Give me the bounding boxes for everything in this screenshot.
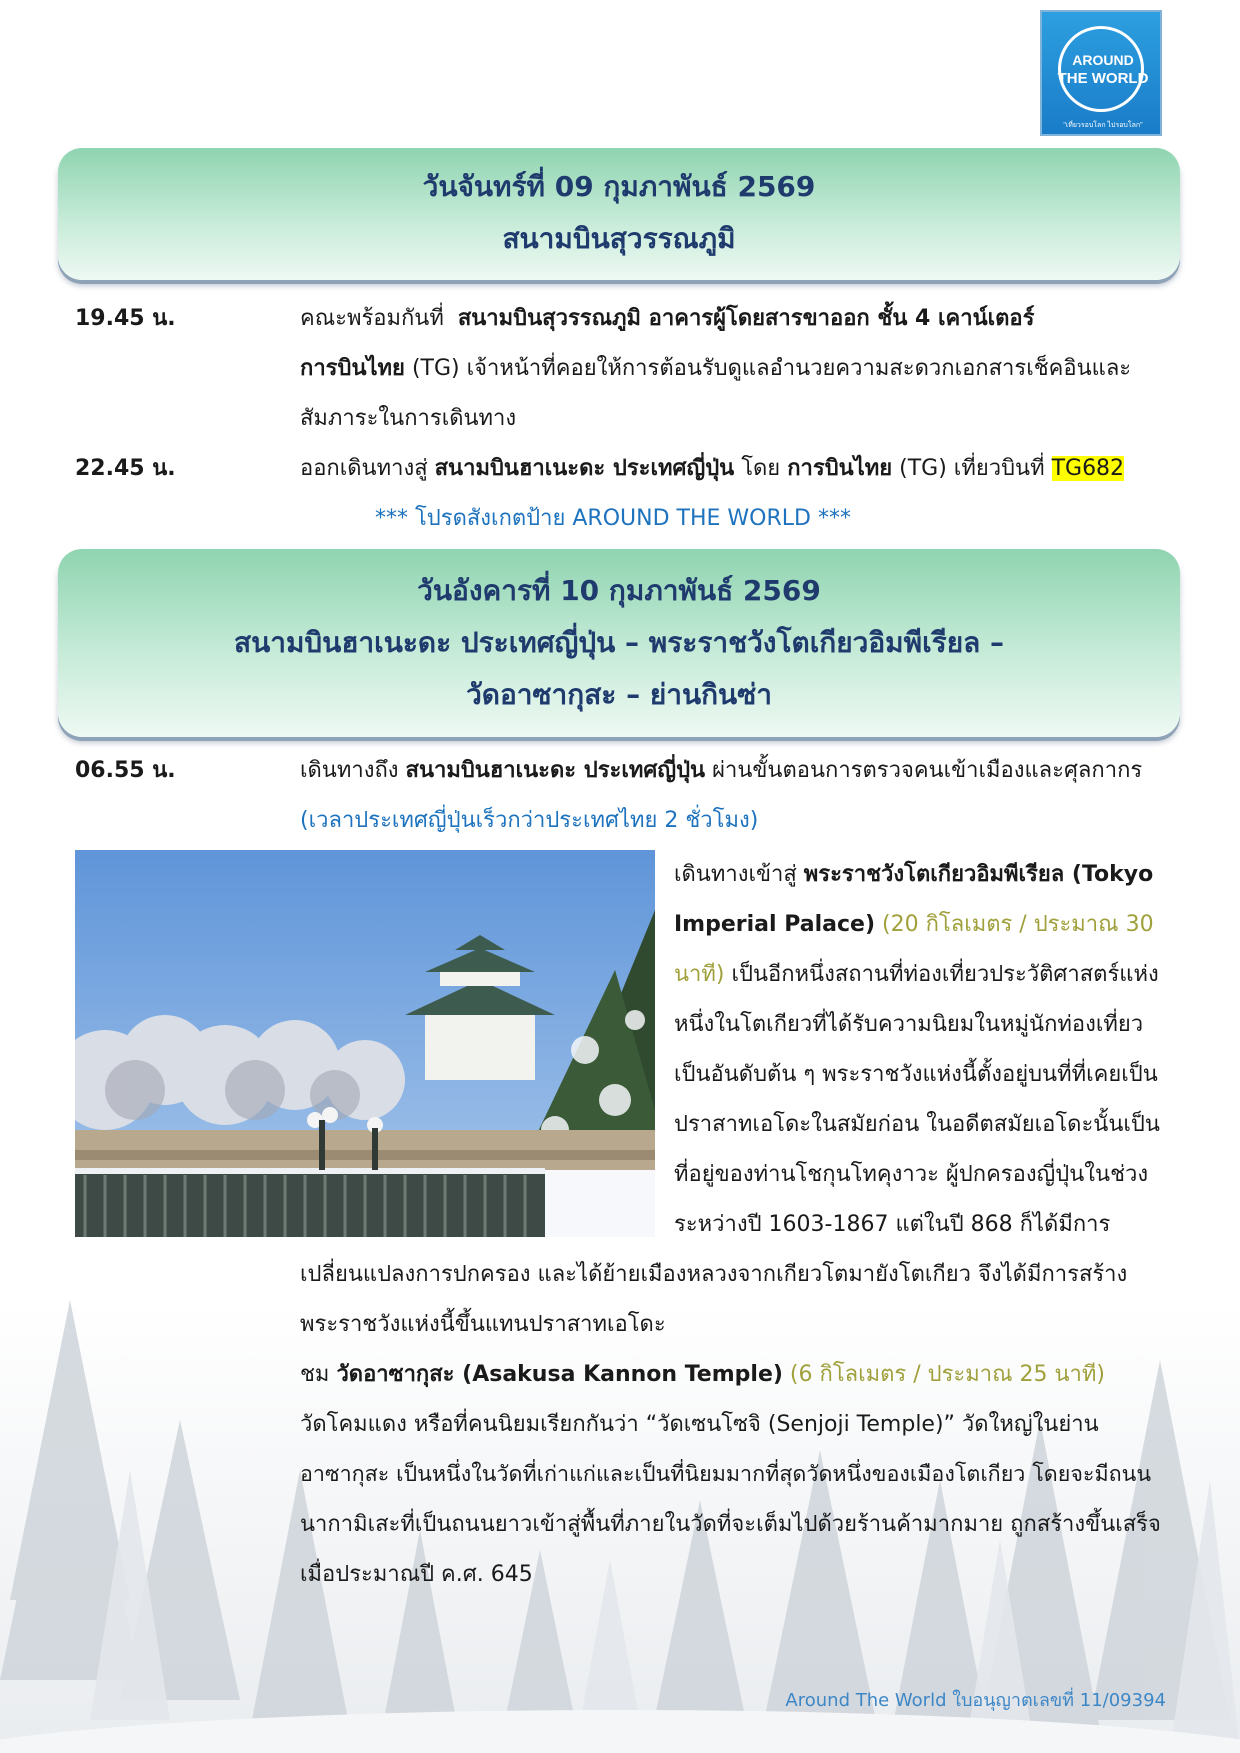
day1-header: [58, 148, 1180, 280]
palace-line2: Imperial Palace) (20 กิโลเมตร / ประมาณ 30: [674, 912, 1154, 937]
time-0655: 06.55 น.: [75, 758, 176, 783]
entry-1945-line2: การบินไทย (TG) เจ้าหน้าที่คอยให้การต้อนรับดูแลอำนวยความสะดวกเอกสารเช็คอินและ: [300, 356, 1132, 381]
time-2245: 22.45 น.: [75, 456, 176, 481]
palace-line4: หนึ่งในโตเกียวที่ได้รับความนิยมในหมู่นักท่องเที่ยว: [674, 1012, 1144, 1037]
entry-1945-line3: สัมภาระในการเดินทาง: [300, 406, 517, 431]
temple-line2: วัดโคมแดง หรือที่คนนิยมเรียกกันว่า “วัดเซนโซจิ (Senjoji Temple)” วัดใหญ่ในย่าน: [300, 1412, 1099, 1437]
timezone-note: (เวลาประเทศญี่ปุ่นเร็วกว่าประเทศไทย 2 ชั่วโมง): [300, 808, 759, 833]
globe-icon: [1058, 26, 1144, 112]
palace-line7: ที่อยู่ของท่านโชกุนโทคุงาวะ ผู้ปกครองญี่ปุ่นในช่วง: [674, 1162, 1149, 1187]
palace-line8: ระหว่างปี 1603-1867 แต่ในปี 868 ก็ได้มีการ: [674, 1212, 1111, 1237]
sign-note: *** โปรดสังเกตป้าย AROUND THE WORLD ***: [375, 506, 851, 531]
entry-0655-line1: เดินทางถึง สนามบินฮาเนะดะ ประเทศญี่ปุ่น ผ่านขั้นตอนการตรวจคนเข้าเมืองและศุลกากร: [300, 758, 1143, 783]
palace-line9: เปลี่ยนแปลงการปกครอง และได้ย้ายเมืองหลวงจากเกียวโตมายังโตเกียว จึงได้มีการสร้าง: [300, 1262, 1128, 1287]
license-footer: Around The World ใบอนุญาตเลขที่ 11/09394: [785, 1690, 1166, 1711]
palace-line5: เป็นอันดับต้น ๆ พระราชวังแห่งนี้ตั้งอยู่บนที่ที่เคยเป็น: [674, 1062, 1158, 1087]
day2-date: วันอังคารที่ 10 กุมภาพันธ์ 2569: [417, 574, 821, 607]
entry-1945-line1: คณะพร้อมกันที่ สนามบินสุวรรณภูมิ อาคารผู้โดยสารขาออก ชั้น 4 เคาน์เตอร์: [300, 306, 1035, 331]
palace-line1: เดินทางเข้าสู่ พระราชวังโตเกียวอิมพีเรียล (Tokyo: [674, 862, 1154, 887]
palace-line3: นาที) เป็นอีกหนึ่งสถานที่ท่องเที่ยวประวัติศาสตร์แห่ง: [674, 962, 1159, 987]
temple-line4: นากามิเสะที่เป็นถนนยาวเข้าสู่พื้นที่ภายในวัดที่จะเต็มไปด้วยร้านค้ามากมาย ถูกสร้างขึ้นเสร็จ: [300, 1512, 1161, 1537]
palace-line6: ปราสาทเอโดะในสมัยก่อน ในอดีตสมัยเอโดะนั้นเป็น: [674, 1112, 1160, 1137]
palace-line10: พระราชวังแห่งนี้ขึ้นแทนปราสาทเอโดะ: [300, 1312, 666, 1337]
day2-route-line1: สนามบินฮาเนะดะ ประเทศญี่ปุ่น – พระราชวังโตเกียวอิมพีเรียล –: [234, 626, 1004, 659]
day1-date: วันจันทร์ที่ 09 กุมภาพันธ์ 2569: [422, 170, 816, 203]
day2-header: [58, 549, 1180, 737]
temple-line5: เมื่อประมาณปี ค.ศ. 645: [300, 1562, 533, 1587]
day1-location: สนามบินสุวรรณภูมิ: [502, 222, 736, 255]
logo-tagline: "เที่ยวรอบโลก ไปรอบโลก": [1063, 122, 1143, 129]
imperial-palace-photo: [75, 850, 655, 1237]
time-1945: 19.45 น.: [75, 306, 176, 331]
temple-line3: อาซากุสะ เป็นหนึ่งในวัดที่เก่าแก่และเป็นที่นิยมมากที่สุดวัดหนึ่งของเมืองโตเกียว โดยจะมีถนน: [300, 1462, 1152, 1487]
logo-line2: THE WORLD: [1057, 70, 1149, 87]
temple-line1: ชม วัดอาซากุสะ (Asakusa Kannon Temple) (6 กิโลเมตร / ประมาณ 25 นาที): [300, 1362, 1105, 1387]
day2-route-line2: วัดอาซากุสะ – ย่านกินซ่า: [466, 678, 772, 711]
entry-2245: ออกเดินทางสู่ สนามบินฮาเนะดะ ประเทศญี่ปุ่น โดย การบินไทย (TG) เที่ยวบินที่ TG682: [300, 456, 1125, 481]
around-the-world-logo: [1040, 10, 1162, 136]
logo-line1: AROUND: [1072, 52, 1134, 68]
flight-number: TG682: [1051, 456, 1125, 481]
